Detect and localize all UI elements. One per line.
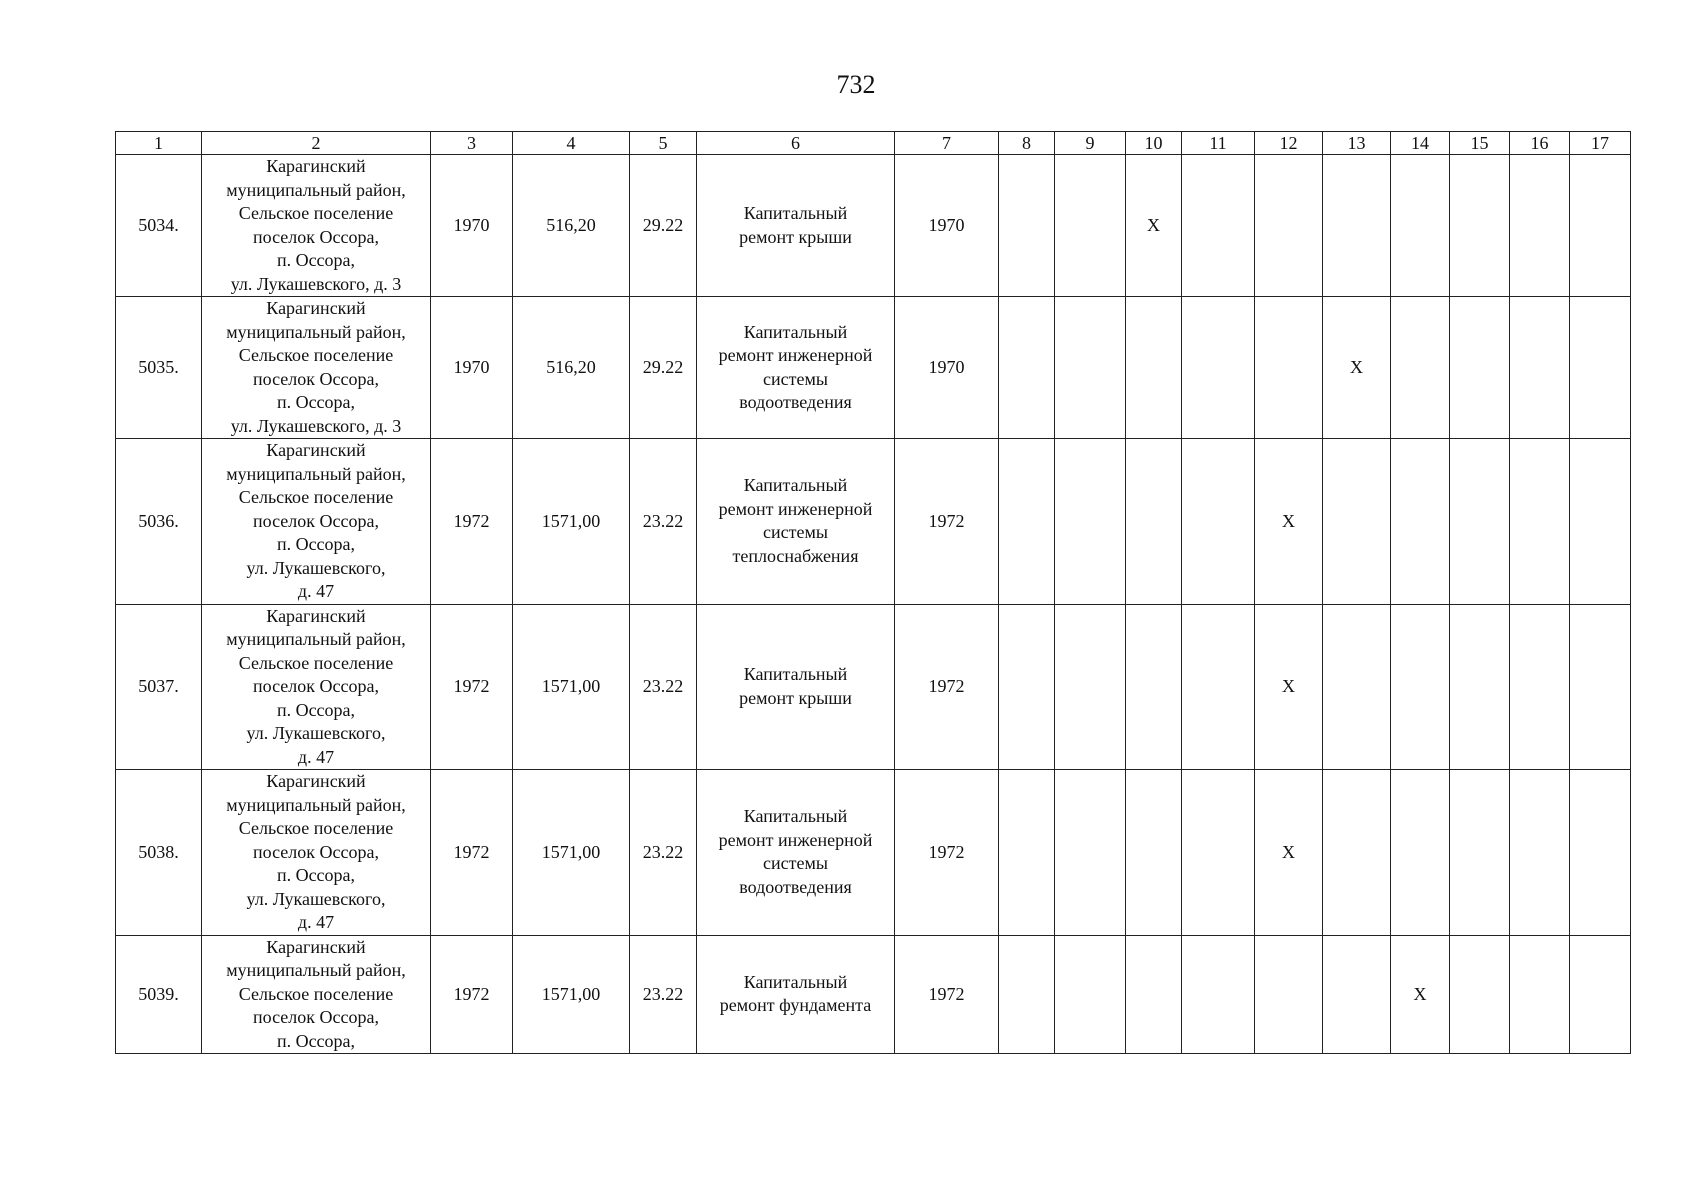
- mark-cell: [1182, 297, 1255, 439]
- year2-cell: 1972: [895, 770, 999, 936]
- address-cell: Карагинский муниципальный район, Сельское поселение поселок Оссора, п. Оссора, ул. Лукашевского, д. 47: [202, 439, 431, 605]
- mark-cell: [1510, 935, 1570, 1054]
- row-number-cell: 5034.: [116, 155, 202, 297]
- mark-cell: [1391, 155, 1450, 297]
- year-cell: 1972: [431, 439, 513, 605]
- mark-cell: [1255, 935, 1323, 1054]
- area-cell: 516,20: [513, 155, 630, 297]
- mark-cell: [1510, 297, 1570, 439]
- mark-cell: [1055, 155, 1126, 297]
- mark-cell: [1182, 439, 1255, 605]
- year2-cell: 1972: [895, 935, 999, 1054]
- mark-cell: [999, 604, 1055, 770]
- row-number-cell: 5035.: [116, 297, 202, 439]
- row-number-cell: 5038.: [116, 770, 202, 936]
- work-type-cell: Капитальный ремонт инженерной системы водоотведения: [697, 770, 895, 936]
- year-cell: 1972: [431, 935, 513, 1054]
- mark-cell: X: [1323, 297, 1391, 439]
- mark-cell: [1255, 297, 1323, 439]
- mark-cell: [1323, 604, 1391, 770]
- mark-cell: [1126, 770, 1182, 936]
- address-cell: Карагинский муниципальный район, Сельское поселение поселок Оссора, п. Оссора,: [202, 935, 431, 1054]
- mark-cell: [1055, 297, 1126, 439]
- mark-cell: [1450, 439, 1510, 605]
- work-type-cell: Капитальный ремонт инженерной системы водоотведения: [697, 297, 895, 439]
- column-header: 15: [1450, 132, 1510, 155]
- mark-cell: [1510, 770, 1570, 936]
- mark-cell: [1126, 604, 1182, 770]
- table-row: [116, 770, 1631, 936]
- mark-cell: [1255, 155, 1323, 297]
- mark-cell: [1391, 439, 1450, 605]
- area-cell: 1571,00: [513, 770, 630, 936]
- mark-cell: [1182, 604, 1255, 770]
- mark-cell: [1126, 439, 1182, 605]
- column-header: 7: [895, 132, 999, 155]
- mark-cell: [1055, 935, 1126, 1054]
- address-cell: Карагинский муниципальный район, Сельское поселение поселок Оссора, п. Оссора, ул. Лукашевского, д. 3: [202, 155, 431, 297]
- mark-cell: [1570, 155, 1631, 297]
- mark-cell: [999, 770, 1055, 936]
- mark-cell: [999, 155, 1055, 297]
- rate-cell: 23.22: [630, 439, 697, 605]
- rate-cell: 29.22: [630, 297, 697, 439]
- column-header: 16: [1510, 132, 1570, 155]
- table-row: [116, 297, 1631, 439]
- column-header: 12: [1255, 132, 1323, 155]
- column-header: 17: [1570, 132, 1631, 155]
- column-header: 9: [1055, 132, 1126, 155]
- column-header: 10: [1126, 132, 1182, 155]
- area-cell: 1571,00: [513, 604, 630, 770]
- mark-cell: X: [1255, 770, 1323, 936]
- mark-cell: [1323, 935, 1391, 1054]
- column-header: 11: [1182, 132, 1255, 155]
- mark-cell: [1450, 604, 1510, 770]
- mark-cell: [1126, 935, 1182, 1054]
- table-row: [116, 604, 1631, 770]
- mark-cell: [1182, 155, 1255, 297]
- work-type-cell: Капитальный ремонт фундамента: [697, 935, 895, 1054]
- address-cell: Карагинский муниципальный район, Сельское поселение поселок Оссора, п. Оссора, ул. Лукашевского, д. 3: [202, 297, 431, 439]
- mark-cell: [1391, 770, 1450, 936]
- address-cell: Карагинский муниципальный район, Сельское поселение поселок Оссора, п. Оссора, ул. Лукашевского, д. 47: [202, 770, 431, 936]
- year-cell: 1970: [431, 297, 513, 439]
- mark-cell: X: [1126, 155, 1182, 297]
- mark-cell: [1323, 770, 1391, 936]
- mark-cell: [1323, 155, 1391, 297]
- column-number-header-row: [116, 132, 1631, 155]
- year-cell: 1972: [431, 770, 513, 936]
- mark-cell: [1570, 935, 1631, 1054]
- column-header: 3: [431, 132, 513, 155]
- capital-repair-table: [115, 131, 1631, 1054]
- mark-cell: [1126, 297, 1182, 439]
- mark-cell: [1391, 604, 1450, 770]
- column-header: 5: [630, 132, 697, 155]
- row-number-cell: 5036.: [116, 439, 202, 605]
- mark-cell: [999, 439, 1055, 605]
- year2-cell: 1970: [895, 297, 999, 439]
- mark-cell: [1570, 439, 1631, 605]
- mark-cell: X: [1255, 604, 1323, 770]
- column-header: 13: [1323, 132, 1391, 155]
- mark-cell: [1570, 770, 1631, 936]
- mark-cell: [1182, 770, 1255, 936]
- rate-cell: 23.22: [630, 935, 697, 1054]
- work-type-cell: Капитальный ремонт крыши: [697, 155, 895, 297]
- mark-cell: [1391, 297, 1450, 439]
- row-number-cell: 5037.: [116, 604, 202, 770]
- mark-cell: [1450, 770, 1510, 936]
- year2-cell: 1970: [895, 155, 999, 297]
- column-header: 6: [697, 132, 895, 155]
- mark-cell: [1055, 770, 1126, 936]
- column-header: 14: [1391, 132, 1450, 155]
- mark-cell: [1450, 935, 1510, 1054]
- year-cell: 1970: [431, 155, 513, 297]
- table-row: [116, 439, 1631, 605]
- mark-cell: [1055, 439, 1126, 605]
- mark-cell: [1323, 439, 1391, 605]
- mark-cell: [1510, 439, 1570, 605]
- year2-cell: 1972: [895, 439, 999, 605]
- column-header: 8: [999, 132, 1055, 155]
- page-number: 732: [836, 70, 876, 99]
- area-cell: 516,20: [513, 297, 630, 439]
- column-header: 4: [513, 132, 630, 155]
- rate-cell: 29.22: [630, 155, 697, 297]
- mark-cell: [1055, 604, 1126, 770]
- mark-cell: [1510, 155, 1570, 297]
- year2-cell: 1972: [895, 604, 999, 770]
- area-cell: 1571,00: [513, 935, 630, 1054]
- column-header: 2: [202, 132, 431, 155]
- column-header: 1: [116, 132, 202, 155]
- year-cell: 1972: [431, 604, 513, 770]
- mark-cell: X: [1255, 439, 1323, 605]
- rate-cell: 23.22: [630, 770, 697, 936]
- table-row: [116, 155, 1631, 297]
- rate-cell: 23.22: [630, 604, 697, 770]
- mark-cell: [999, 935, 1055, 1054]
- row-number-cell: 5039.: [116, 935, 202, 1054]
- address-cell: Карагинский муниципальный район, Сельское поселение поселок Оссора, п. Оссора, ул. Лукашевского, д. 47: [202, 604, 431, 770]
- mark-cell: [1570, 604, 1631, 770]
- mark-cell: [999, 297, 1055, 439]
- area-cell: 1571,00: [513, 439, 630, 605]
- mark-cell: [1182, 935, 1255, 1054]
- mark-cell: X: [1391, 935, 1450, 1054]
- mark-cell: [1570, 297, 1631, 439]
- work-type-cell: Капитальный ремонт инженерной системы теплоснабжения: [697, 439, 895, 605]
- mark-cell: [1450, 155, 1510, 297]
- table-row: [116, 935, 1631, 1054]
- mark-cell: [1450, 297, 1510, 439]
- mark-cell: [1510, 604, 1570, 770]
- work-type-cell: Капитальный ремонт крыши: [697, 604, 895, 770]
